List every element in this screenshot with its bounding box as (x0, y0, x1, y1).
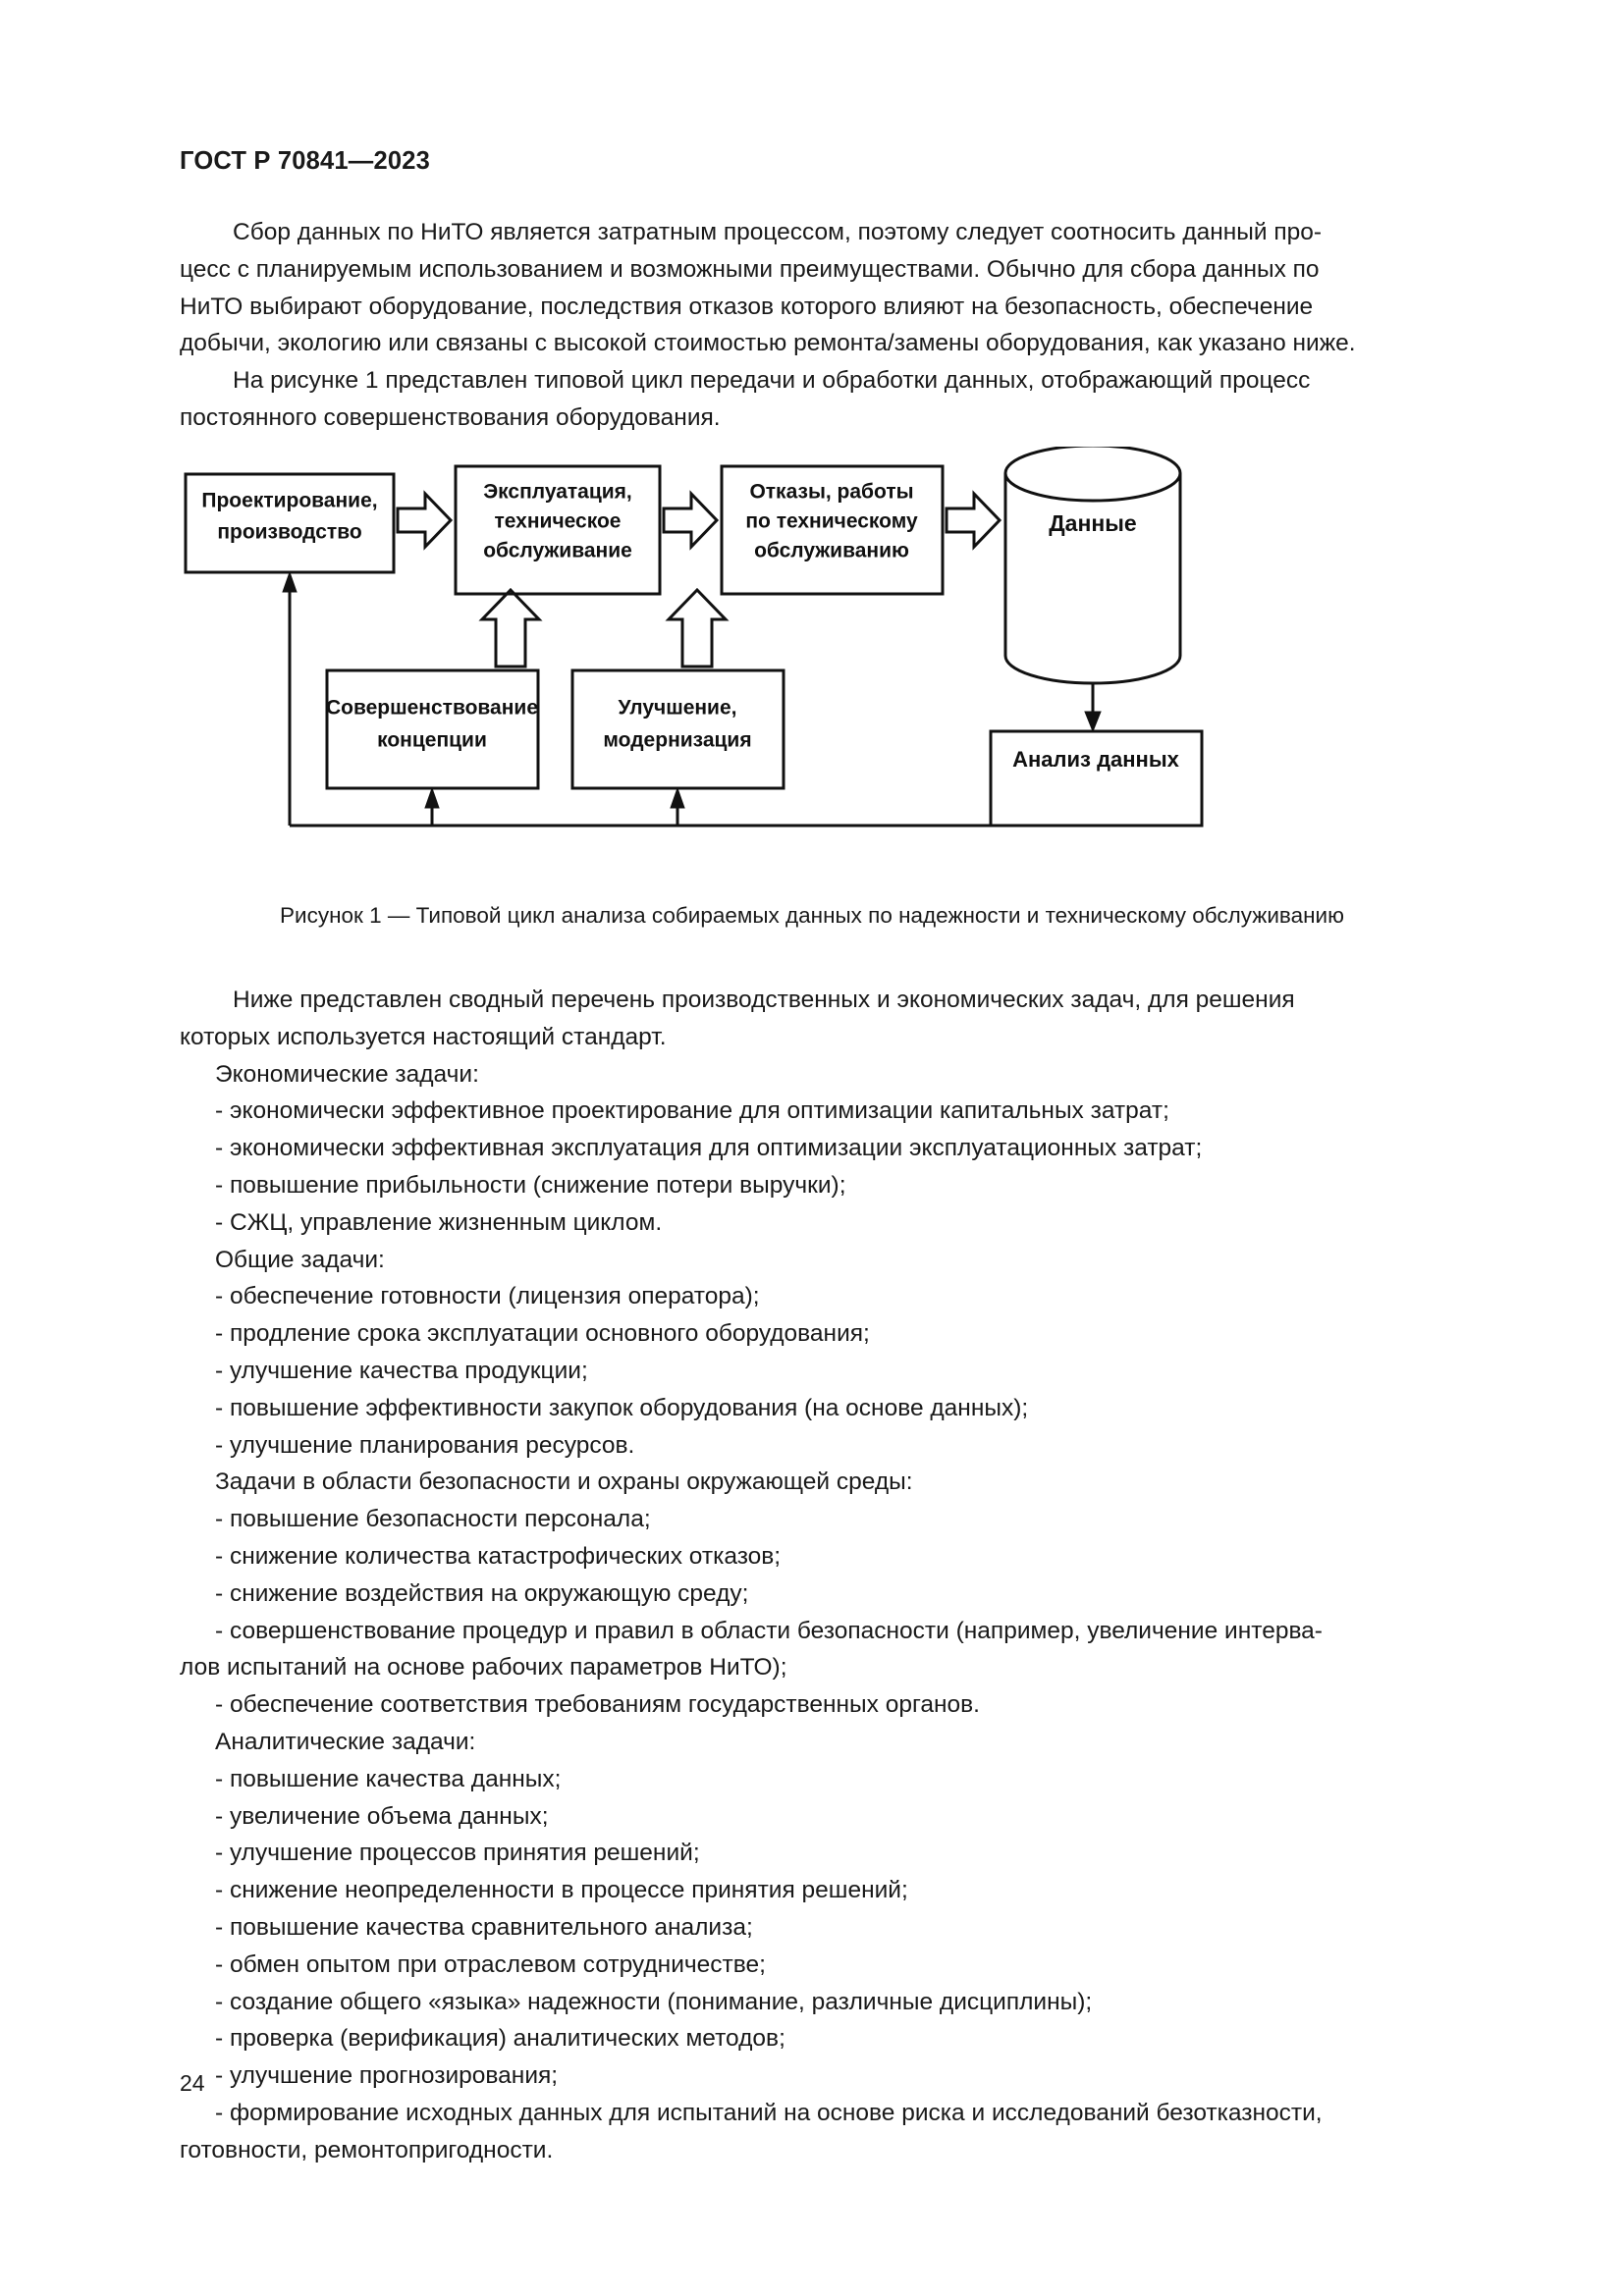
list-item (180, 1353, 1444, 1390)
list-item (180, 1427, 1444, 1465)
intro-text-block (180, 214, 1444, 437)
figure-1-diagram (180, 447, 1444, 869)
list-item (180, 1798, 1444, 1836)
list-item (180, 1835, 1444, 1872)
list-item-label: - увеличение объема данных; (215, 1802, 549, 1830)
list-item-label: - обеспечение соответствия требованиям государственных органов. (215, 1691, 980, 1719)
list-item-label: - улучшение планирования ресурсов. (215, 1431, 635, 1459)
list-item (180, 1909, 1444, 1947)
list-heading-safety-label: Задачи в области безопасности и охраны окружающей среды: (215, 1468, 913, 1496)
box-operation-maintenance-line-1: Эксплуатация, (483, 480, 632, 504)
box-data-analysis (991, 731, 1202, 826)
list-item-label: - проверка (верификация) аналитических методов; (215, 2025, 785, 2053)
paragraph-1-line-4: добычи, экологию или связаны с высокой стоимостью ремонта/замены оборудования, как указано ниже. (180, 330, 1356, 357)
list-item-label: - экономически эффективное проектирование для оптимизации капитальных затрат; (215, 1097, 1169, 1125)
list-item-label: - повышение качества данных; (215, 1765, 562, 1792)
list-item-continuation-label: лов испытаний на основе рабочих параметров НиТО); (180, 1654, 787, 1682)
list-heading-general (180, 1242, 1444, 1279)
box-upgrade-line-1: Улучшение, (618, 696, 737, 720)
list-item (180, 1686, 1444, 1724)
list-item-label: - формирование исходных данных для испытаний на основе риска и исследований безотказности, (215, 2099, 1323, 2126)
box-concept-improvement-line-2: концепции (377, 728, 487, 752)
list-item-continuation (180, 2132, 1444, 2169)
box-operation-maintenance-line-2: техническое (494, 509, 622, 533)
list-item-label: - повышение эффективности закупок оборудования (на основе данных); (215, 1394, 1029, 1421)
list-item (180, 2057, 1444, 2095)
list-item (180, 1167, 1444, 1204)
paragraph-1-line-3-row (180, 289, 1444, 326)
list-item (180, 1390, 1444, 1427)
box-failures-line-1: Отказы, работы (749, 480, 914, 504)
list-item-label: - продление срока эксплуатации основного оборудования; (215, 1320, 870, 1348)
block-arrow-upgrade-to-operation (669, 590, 726, 667)
box-concept-improvement-line-1: Совершенствование (325, 696, 539, 720)
feedback-riser-concept (425, 788, 439, 826)
feedback-riser-upgrade (671, 788, 684, 826)
list-item (180, 1984, 1444, 2021)
box-upgrade-line-2: модернизация (603, 728, 752, 752)
block-arrow-design-to-operation (398, 494, 451, 547)
list-item-label: - СЖЦ, управление жизненным циклом. (215, 1208, 663, 1236)
task-lists-block (180, 982, 1444, 2169)
paragraph-1-line-3: НиТО выбирают оборудование, последствия отказов которого влияют на безопасность, обеспечение (180, 293, 1314, 320)
list-item-label: - снижение количества катастрофических отказов; (215, 1542, 782, 1570)
list-heading-safety (180, 1464, 1444, 1501)
paragraph-2-line-2-row (180, 400, 1444, 437)
box-failures-line-3: обслуживанию (754, 539, 909, 562)
block-arrow-failures-to-data (947, 494, 1000, 547)
paragraph-2-line-1: На рисунке 1 представлен типовой цикл передачи и обработки данных, отображающий процесс (233, 367, 1311, 395)
list-item (180, 1204, 1444, 1242)
figure-1-caption: Рисунок 1 — Типовой цикл анализа собираемых данных по надежности и техническому обслуживанию (280, 903, 1344, 928)
box-design-production-line-1: Проектирование, (201, 489, 378, 512)
list-item-label: - улучшение процессов принятия решений; (215, 1840, 700, 1867)
list-item (180, 1947, 1444, 1984)
list-item-label: - совершенствование процедур и правил в области безопасности (например, увеличение интерва- (215, 1617, 1323, 1644)
list-item (180, 1613, 1444, 1650)
list-heading-economic-label: Экономические задачи: (215, 1060, 479, 1088)
block-arrow-operation-to-failures (664, 494, 717, 547)
standard-header: ГОСТ Р 70841—2023 (180, 147, 431, 175)
list-item-label: - создание общего «языка» надежности (понимание, различные дисциплины); (215, 1988, 1093, 2015)
list-item (180, 2020, 1444, 2057)
list-item-continuation-label: готовности, ремонтопригодности. (180, 2136, 554, 2163)
list-heading-general-label: Общие задачи: (215, 1246, 385, 1273)
list-item-label: - повышение прибыльности (снижение потери выручки); (215, 1171, 846, 1199)
paragraph-2-line-1-row (180, 362, 1444, 400)
paragraph-1-line-2: цесс с планируемым использованием и возможными преимуществами. Обычно для сбора данных по (180, 255, 1320, 283)
list-item-label: - обеспечение готовности (лицензия оператора); (215, 1283, 760, 1310)
list-heading-analytical (180, 1724, 1444, 1761)
list-item (180, 1278, 1444, 1315)
paragraph-1-line-2-row (180, 251, 1444, 289)
list-item (180, 1575, 1444, 1613)
list-item-label: - повышение качества сравнительного анализа; (215, 1913, 753, 1941)
list-item-label: - снижение неопределенности в процессе принятия решений; (215, 1877, 908, 1904)
block-arrow-concept-to-operation (482, 590, 539, 667)
paragraph-3-line-2-row (180, 1019, 1444, 1056)
list-item (180, 1872, 1444, 1909)
list-heading-analytical-label: Аналитические задачи: (215, 1728, 476, 1755)
paragraph-3-line-1-row (180, 982, 1444, 1019)
list-item-label: - улучшение качества продукции; (215, 1357, 588, 1384)
list-item (180, 2095, 1444, 2132)
list-item (180, 1315, 1444, 1353)
box-failures-line-2: по техническому (745, 509, 918, 533)
paragraph-1-line-4-row (180, 325, 1444, 362)
arrow-data-to-analysis (1085, 683, 1101, 731)
page-number: 24 (180, 2070, 205, 2096)
box-data-analysis-label: Анализ данных (1012, 746, 1179, 772)
paragraph-3-line-2: которых используется настоящий стандарт. (180, 1023, 667, 1050)
paragraph-1-line-1: Сбор данных по НиТО является затратным процессом, поэтому следует соотносить данный про- (233, 219, 1323, 245)
paragraph-3-line-1: Ниже представлен сводный перечень производственных и экономических задач, для решения (233, 987, 1295, 1013)
cylinder-data-store (1005, 447, 1180, 683)
list-item (180, 1130, 1444, 1167)
list-item (180, 1501, 1444, 1538)
list-item-label: - улучшение прогнозирования; (215, 2062, 559, 2090)
list-heading-economic (180, 1056, 1444, 1094)
list-item-label: - обмен опытом при отраслевом сотрудничестве; (215, 1950, 766, 1978)
box-operation-maintenance-line-3: обслуживание (483, 539, 632, 562)
list-item-label: - повышение безопасности персонала; (215, 1506, 651, 1533)
list-item (180, 1538, 1444, 1575)
process-cycle-svg (180, 447, 1444, 869)
list-item-label: - экономически эффективная эксплуатация для оптимизации эксплуатационных затрат; (215, 1135, 1203, 1162)
list-item (180, 1761, 1444, 1798)
paragraph-2-line-2: постоянного совершенствования оборудования. (180, 403, 721, 431)
list-item-continuation (180, 1649, 1444, 1686)
list-item-label: - снижение воздействия на окружающую среду; (215, 1579, 749, 1607)
list-item (180, 1093, 1444, 1130)
cylinder-data-store-label: Данные (1049, 510, 1137, 537)
box-design-production-line-2: производство (217, 520, 362, 544)
paragraph-1 (180, 214, 1444, 251)
